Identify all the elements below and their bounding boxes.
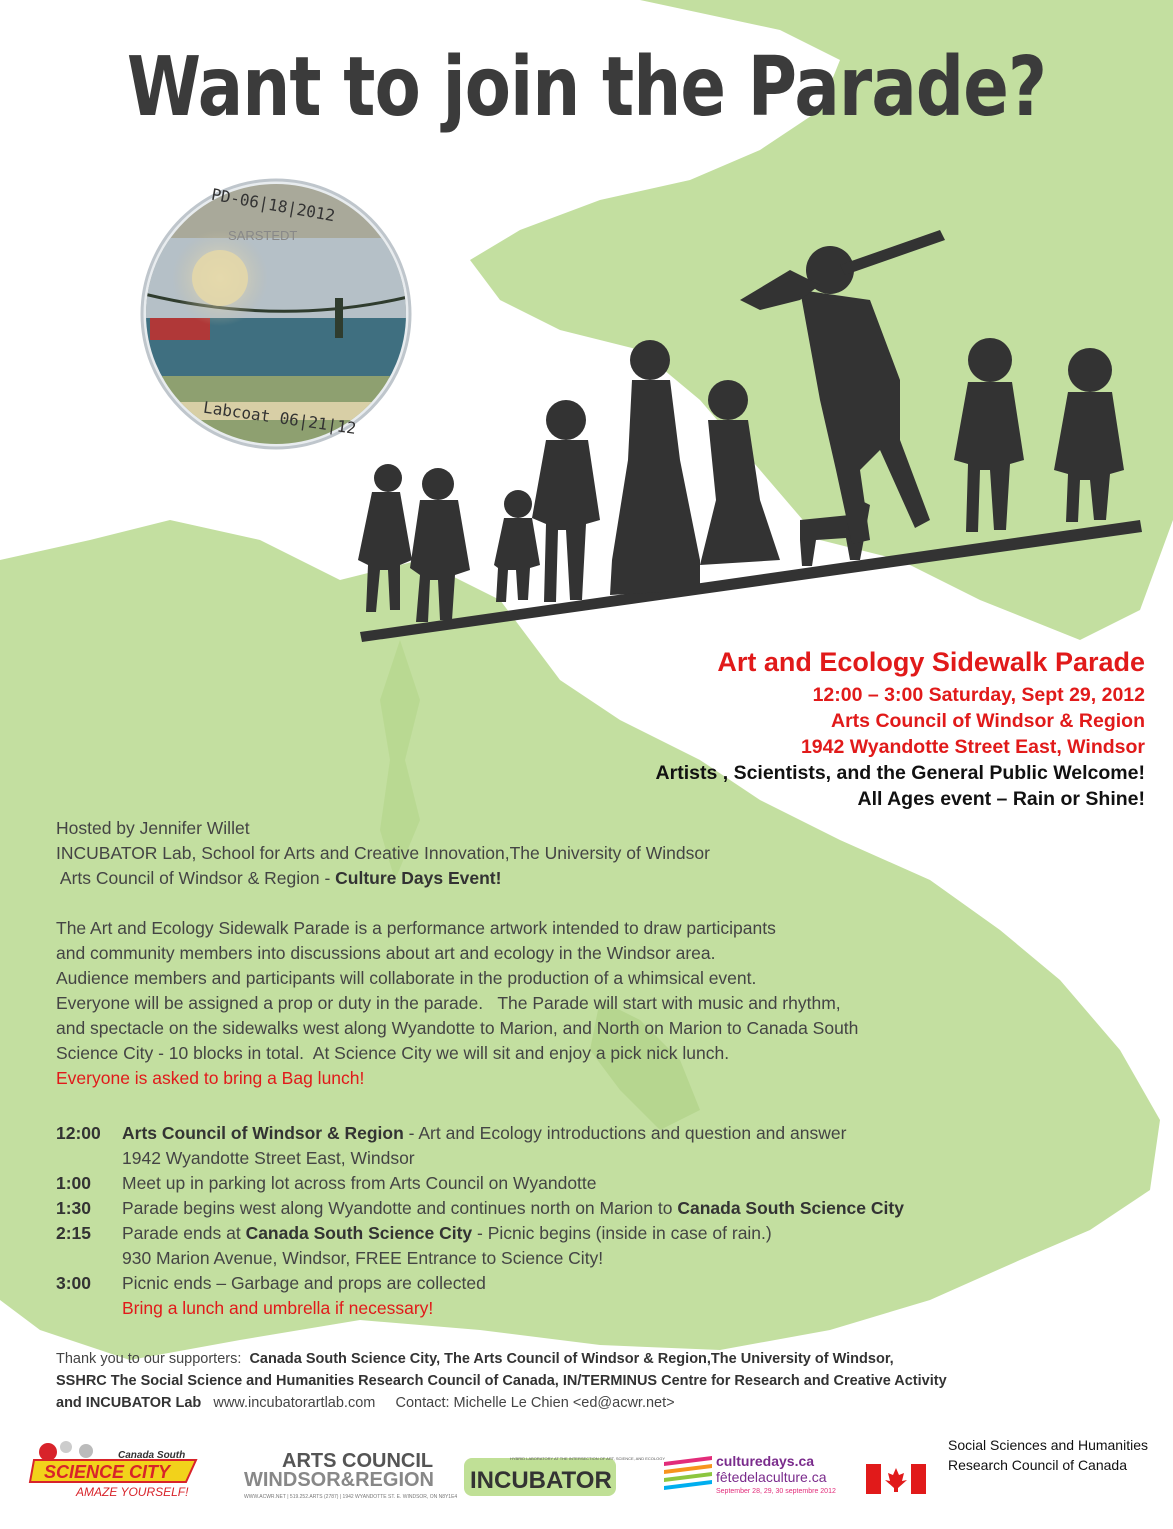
arts-council-small: WWW.ACWR.NET | 519.252.ARTS (2787) | 1942 WYANDOTTE ST. E. WINDSOR, ON N8Y1E4 [244, 1494, 458, 1500]
schedule-item-sub [56, 1296, 904, 1321]
schedule-time: 2:15 [56, 1223, 92, 1243]
culture-days-logo [664, 1453, 836, 1495]
supporters-thanks [56, 1348, 1146, 1414]
culture-days-en: culturedays.ca [716, 1453, 815, 1469]
event-all-ages: All Ages event – Rain or Shine! [857, 788, 1145, 810]
description-line: Everyone will be assigned a prop or duty in the parade. The Parade will start with music and rhythm, [56, 993, 841, 1013]
thanks-intro: Thank you to our supporters: [56, 1351, 250, 1367]
science-city-tagline: AMAZE YOURSELF! [76, 1485, 189, 1499]
description-line: The Art and Ecology Sidewalk Parade is a performance artwork intended to draw participants [56, 918, 776, 938]
thanks-line-1 [56, 1348, 1146, 1370]
schedule [56, 1121, 904, 1321]
host-line-3 [56, 866, 710, 891]
schedule-text: Picnic ends – Garbage and props are collected [122, 1273, 486, 1293]
schedule-bold: Canada South Science City [245, 1223, 473, 1243]
description-line: and community members into discussions about art and ecology in the Windsor area. [56, 943, 716, 963]
canada-flag-icon [866, 1464, 926, 1494]
host-info [56, 816, 710, 891]
arts-council-logo [244, 1450, 457, 1500]
schedule-desc [122, 1121, 846, 1146]
schedule-time: 3:00 [56, 1273, 92, 1293]
petri-bottom-label: Labcoat 06|21|12 [202, 397, 358, 438]
schedule-text: - Art and Ecology introductions and question and answer [403, 1123, 847, 1143]
event-info [505, 642, 1145, 812]
description [56, 916, 1056, 1091]
science-city-top: Canada South [118, 1450, 186, 1461]
supporters-line-1: Canada South Science City, The Arts Council of Windsor & Region,The University of Windsor, [249, 1351, 894, 1367]
incubator-small: HYBRID LABORATORY AT THE INTERSECTION OF ART, SCIENCE, AND ECOLOGY [510, 1456, 665, 1461]
host-line-1: Hosted by Jennifer Willet [56, 818, 250, 838]
schedule-time: 1:00 [56, 1173, 92, 1193]
schedule-sub: 930 Marion Avenue, Windsor, FREE Entrance to Science City! [122, 1248, 604, 1268]
event-time: 12:00 – 3:00 Saturday, Sept 29, 2012 [812, 684, 1145, 706]
sshrc-line-1: Social Sciences and Humanities [948, 1437, 1148, 1453]
event-venue: Arts Council of Windsor & Region [831, 710, 1145, 732]
schedule-item [56, 1196, 904, 1221]
thanks-line-3 [56, 1392, 1146, 1414]
event-title: Art and Ecology Sidewalk Parade [717, 647, 1145, 677]
arts-council-line-2: WINDSOR&REGION [244, 1469, 434, 1491]
bag-lunch-note: Everyone is asked to bring a Bag lunch! [56, 1068, 365, 1088]
culture-days-fr: fêtedelaculture.ca [716, 1469, 827, 1485]
schedule-item-sub [56, 1246, 904, 1271]
schedule-text: - Picnic begins (inside in case of rain.) [472, 1223, 772, 1243]
description-line: and spectacle on the sidewalks west along Wyandotte to Marion, and North on Marion to Canada South [56, 1018, 859, 1038]
website-link[interactable]: www.incubatorartlab.com [201, 1395, 376, 1411]
schedule-text: Meet up in parking lot across from Arts Council on Wyandotte [122, 1173, 597, 1193]
supporters-line-2: SSHRC The Social Science and Humanities Research Council of Canada, IN/TERMINUS Centre for Research and Creative Activity [56, 1373, 947, 1389]
host-line-3-text: Arts Council of Windsor & Region - [56, 868, 336, 888]
science-city-name: SCIENCE CITY [44, 1462, 171, 1482]
schedule-item-sub [56, 1146, 904, 1171]
supporters-line-3: and INCUBATOR Lab [56, 1395, 202, 1411]
science-city-logo [30, 1441, 196, 1499]
sshrc-line-2: Research Council of Canada [948, 1457, 1127, 1473]
incubator-logo [464, 1456, 665, 1496]
schedule-sub-red: Bring a lunch and umbrella if necessary! [122, 1298, 434, 1318]
schedule-desc [122, 1196, 904, 1221]
schedule-item [56, 1271, 904, 1296]
schedule-sub: 1942 Wyandotte Street East, Windsor [122, 1148, 415, 1168]
petri-brand: SARSTEDT [228, 228, 298, 243]
contact-info: Contact: Michelle Le Chien <ed@acwr.net> [375, 1395, 675, 1411]
schedule-text-before: Parade ends at [122, 1223, 246, 1243]
incubator-name: INCUBATOR [470, 1467, 612, 1494]
host-line-2: INCUBATOR Lab, School for Arts and Creative Innovation,The University of Windsor [56, 843, 710, 863]
schedule-time: 12:00 [56, 1123, 101, 1143]
schedule-item [56, 1171, 904, 1196]
schedule-item [56, 1121, 904, 1146]
event-address: 1942 Wyandotte Street East, Windsor [800, 736, 1145, 758]
schedule-desc [122, 1221, 772, 1246]
schedule-bold: Canada South Science City [677, 1198, 904, 1218]
culture-days-dates: September 28, 29, 30 septembre 2012 [716, 1488, 836, 1495]
schedule-time: 1:30 [56, 1198, 92, 1218]
description-line: Audience members and participants will collaborate in the production of a whimsical event. [56, 968, 757, 988]
schedule-item [56, 1221, 904, 1246]
arts-council-line-1: ARTS COUNCIL [282, 1450, 434, 1472]
sshrc-label [948, 1435, 1148, 1475]
description-line: Science City - 10 blocks in total. At Science City we will sit and enjoy a pick nick lunch. [56, 1043, 730, 1063]
culture-days-label: Culture Days Event! [335, 868, 502, 888]
schedule-text: Parade begins west along Wyandotte and continues north on Marion to [122, 1198, 678, 1218]
schedule-bold: Arts Council of Windsor & Region [122, 1123, 404, 1143]
page-title: Want to join the Parade? [126, 40, 1047, 135]
petri-top-label: PD-06|18|2012 [209, 184, 337, 226]
event-welcome: Artists , Scientists, and the General Public Welcome! [655, 762, 1145, 784]
